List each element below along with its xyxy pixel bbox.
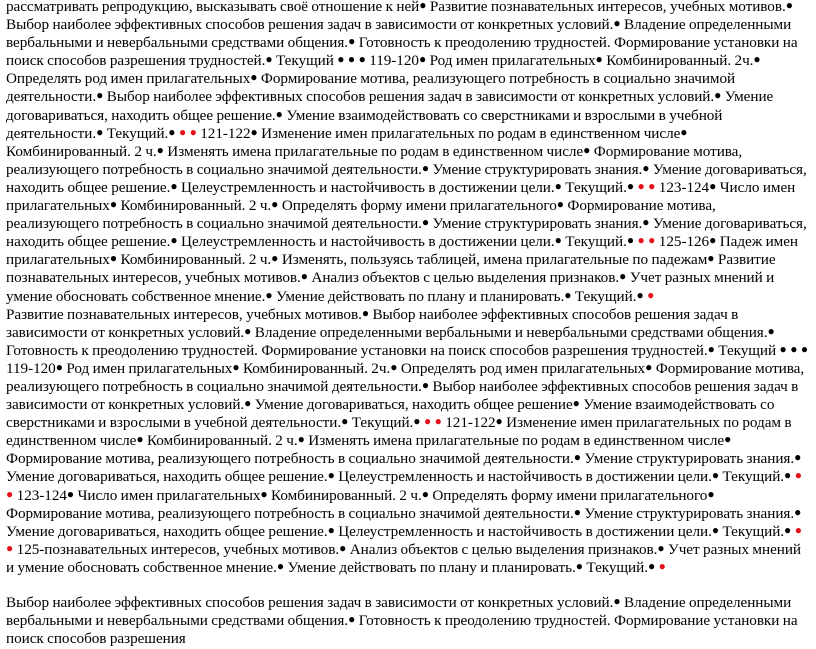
text-run: Умение договариваться, находить общее решение. xyxy=(6,215,807,251)
text-run: Целеустремленность и настойчивость в достижении цели. xyxy=(334,468,712,486)
bullet-icon: ● xyxy=(339,540,347,555)
red-bullet-icon: ● xyxy=(658,558,666,573)
text-run: Умение структурировать знания. xyxy=(580,450,795,468)
text-run: Текущий. xyxy=(103,124,169,142)
bullet-icon: ● xyxy=(327,468,335,483)
text-run: Род имен прилагательных xyxy=(426,52,596,70)
bullet-icon: ● xyxy=(421,377,430,392)
red-bullet-icon: ● xyxy=(648,178,656,193)
bullet-icon: ● xyxy=(583,142,591,157)
bullet-icon: ● xyxy=(753,52,761,67)
text-run: Целеустремленность и настойчивость в достижении цели. xyxy=(177,233,555,251)
text-run: Формирование мотива, реализующего потребность в социально значимой деятельности. xyxy=(6,450,574,468)
bullet-icon: ● xyxy=(358,52,366,67)
text-run: Текущий. xyxy=(571,287,637,305)
bullet-icon: ● xyxy=(794,504,802,519)
bullet-icon: ● xyxy=(337,52,345,67)
red-bullet-icon: ● xyxy=(423,414,432,429)
text-run: Целеустремленность и настойчивость в достижении цели. xyxy=(334,522,712,540)
bullet-icon: ● xyxy=(55,359,63,374)
text-run: Учет разных мнений и умение обосновать собственное мнение. xyxy=(6,540,801,576)
text-run: 123-124 xyxy=(13,486,67,504)
text-run: Текущий. xyxy=(719,468,785,486)
red-bullet-icon: ● xyxy=(794,468,802,483)
text-run: 125-126 xyxy=(655,233,710,251)
paragraph-spacer xyxy=(6,577,810,594)
bullet-icon: ● xyxy=(613,16,621,31)
text-run: 125- xyxy=(13,540,45,558)
bullet-icon: ● xyxy=(642,160,650,175)
red-bullet-icon: ● xyxy=(178,124,187,139)
bullet-icon: ● xyxy=(109,251,118,266)
bullet-icon: ● xyxy=(709,233,717,248)
bullet-icon: ● xyxy=(170,178,178,193)
bullet-icon: ● xyxy=(784,468,792,483)
bullet-icon: ● xyxy=(619,269,627,284)
text-run: Выбор наиболее эффективных способов решения задач в зависимости от конкретных условий. xyxy=(6,594,614,611)
bullet-icon: ● xyxy=(96,88,104,103)
text-run: Владение определенными вербальными и невербальными средствами общения. xyxy=(251,323,768,341)
bullet-icon: ● xyxy=(361,305,370,320)
text-run: Комбинированный. 2 ч. xyxy=(117,197,272,215)
bullet-icon: ● xyxy=(575,558,583,573)
bullet-icon: ● xyxy=(794,450,802,465)
bullet-icon: ● xyxy=(265,52,273,67)
text-run: Формирование мотива, реализующего потребность в социально значимой деятельности. xyxy=(6,359,805,395)
bullet-icon: ● xyxy=(784,522,792,537)
bullet-icon: ● xyxy=(297,432,305,447)
bullet-icon: ● xyxy=(275,106,283,121)
bullet-icon: ● xyxy=(271,251,279,266)
bullet-icon: ● xyxy=(707,341,715,356)
text-run: Комбинированный. 2 ч. xyxy=(267,486,422,504)
red-bullet-icon: ● xyxy=(794,522,802,537)
bullet-icon: ● xyxy=(136,432,144,447)
text-run xyxy=(634,179,637,196)
bullet-icon: ● xyxy=(419,0,427,12)
bullet-icon: ● xyxy=(495,414,503,429)
text-run: Комбинированный. 2 ч. xyxy=(6,142,157,160)
text-run: Число имен прилагательных xyxy=(74,486,261,504)
text-run: Развитие познавательных интересов, учебных мотивов. xyxy=(426,0,786,15)
text-run: Выбор наиболее эффективных способов решения задач в зависимости от конкретных условий. xyxy=(6,16,614,34)
red-bullet-icon: ● xyxy=(6,540,14,555)
bullet-icon: ● xyxy=(418,52,427,67)
red-bullet-icon: ● xyxy=(648,233,656,248)
bullet-icon: ● xyxy=(790,341,798,356)
bullet-icon: ● xyxy=(680,124,688,139)
text-run: Текущий. xyxy=(582,558,648,576)
bullet-icon: ● xyxy=(556,197,564,212)
red-bullet-icon: ● xyxy=(6,486,14,501)
text-run: Умение взаимодействовать со сверстниками и взрослыми в учебной деятельности. xyxy=(6,396,775,432)
bullet-icon: ● xyxy=(572,396,580,411)
bullet-icon: ● xyxy=(709,178,717,193)
text-run: Определять форму имени прилагательного xyxy=(278,197,557,215)
text-run: Умение договариваться, находить общее решение. xyxy=(6,160,807,196)
text-run: познавательных интересов, учебных мотивов. xyxy=(44,540,340,558)
text-run: Изменение имен прилагательных по родам в единственном числе xyxy=(6,414,792,450)
red-bullet-icon: ● xyxy=(189,124,197,139)
text-run: Владение определенными вербальными и невербальными средствами общения. xyxy=(6,16,792,52)
text-run: Комбинированный. 2 ч. xyxy=(117,251,272,269)
bullet-icon: ● xyxy=(390,359,398,374)
text-run: 119-120 xyxy=(6,359,56,377)
bullet-icon: ● xyxy=(421,160,430,175)
text-run: Изменять имена прилагательные по родам в единственном числе xyxy=(304,432,725,450)
text-run: Умение действовать по плану и планировать. xyxy=(272,287,565,305)
bullet-icon: ● xyxy=(421,215,430,230)
text-run: Умение договариваться, находить общее решение. xyxy=(6,88,774,124)
bullet-icon: ● xyxy=(711,468,720,483)
text-run: Готовность к преодолению трудностей. Формирование установки на поиск способов разрешения трудностей. xyxy=(6,34,798,70)
text-run: Род имен прилагательных xyxy=(62,359,233,377)
bullet-icon: ● xyxy=(647,558,656,573)
text-run: Выбор наиболее эффективных способов решения задач в зависимости от конкретных условий. xyxy=(6,377,799,414)
bullet-icon: ● xyxy=(244,323,252,338)
bullet-icon: ● xyxy=(170,233,178,248)
paragraph-1 xyxy=(6,0,810,306)
text-run: Комбинированный. 2ч. xyxy=(239,359,391,377)
bullet-icon: ● xyxy=(347,52,356,67)
bullet-icon: ● xyxy=(554,233,562,248)
bullet-icon: ● xyxy=(642,215,650,230)
bullet-icon: ● xyxy=(564,287,572,302)
text-run: Анализ объектов с целью выделения признаков. xyxy=(307,269,620,287)
bullet-icon: ● xyxy=(109,197,118,212)
bullet-icon: ● xyxy=(156,142,164,157)
text-run: Умение договариваться, находить общее решение xyxy=(251,396,573,414)
bullet-icon: ● xyxy=(779,341,787,356)
text-run: Комбинированный. 2ч. xyxy=(602,52,754,70)
text-run: Текущий. xyxy=(719,522,785,540)
text-run: Определять род имен прилагательных xyxy=(397,359,646,377)
text-run: Падеж имен прилагательных xyxy=(6,233,799,269)
text-run: рассматривать репродукцию, высказывать своё отношение к ней xyxy=(6,0,420,15)
text-run: Умение действовать по плану и планировать. xyxy=(284,558,576,576)
bullet-icon: ● xyxy=(636,287,644,302)
text-run: Развитие познавательных интересов, учебных мотивов. xyxy=(6,305,362,323)
bullet-icon: ● xyxy=(327,522,335,537)
text-run: Формирование мотива, реализующего потребность в социально значимой деятельности. xyxy=(6,70,736,106)
text-run: Формирование мотива, реализующего потребность в социально значимой деятельности. xyxy=(6,142,743,178)
text-run: Текущий xyxy=(714,341,780,359)
red-bullet-icon: ● xyxy=(434,414,442,429)
text-run: Число имен прилагательных xyxy=(6,178,796,215)
bullet-icon: ● xyxy=(657,540,665,555)
text-run: Формирование мотива, реализующего потребность в социально значимой деятельности. xyxy=(6,504,574,522)
bullet-icon: ● xyxy=(767,323,775,338)
text-run: Формирование мотива, реализующего потребность в социально значимой деятельности. xyxy=(6,197,716,233)
red-bullet-icon: ● xyxy=(647,287,655,302)
bullet-icon: ● xyxy=(348,612,356,627)
bullet-icon: ● xyxy=(554,178,562,193)
text-run: Готовность к преодолению трудностей. Формирование установки на поиск способов разрешения xyxy=(6,612,798,648)
bullet-icon: ● xyxy=(595,52,603,67)
text-run: Готовность к преодолению трудностей. Формирование установки на поиск способов разрешения трудностей. xyxy=(6,341,708,359)
bullet-icon: ● xyxy=(276,558,285,573)
text-run: Учет разных мнений и умение обосновать собственное мнение. xyxy=(6,269,775,305)
text-run: 121-122 xyxy=(196,124,251,142)
bullet-icon: ● xyxy=(348,34,356,49)
text-run: Умение договариваться, находить общее решение. xyxy=(6,522,328,540)
bullet-icon: ● xyxy=(714,88,722,103)
text-run: Умение структурировать знания. xyxy=(580,504,795,522)
bullet-icon: ● xyxy=(573,504,581,519)
bullet-icon: ● xyxy=(626,233,635,248)
text-run xyxy=(634,233,637,250)
text-run: Владение определенными вербальными и невербальными средствами общения. xyxy=(6,594,792,630)
red-bullet-icon: ● xyxy=(637,178,645,193)
text-run: Умение договариваться, находить общее решение. xyxy=(6,468,328,486)
bullet-icon: ● xyxy=(250,124,258,139)
bullet-icon: ● xyxy=(800,341,809,356)
bullet-icon: ● xyxy=(244,396,252,411)
bullet-icon: ● xyxy=(626,178,635,193)
bullet-icon: ● xyxy=(232,359,240,374)
bullet-icon: ● xyxy=(250,70,258,85)
text-run: Целеустремленность и настойчивость в достижении цели. xyxy=(177,178,555,196)
red-bullet-icon: ● xyxy=(637,233,645,248)
text-run: Изменять имена прилагательные по родам в единственном числе xyxy=(163,142,584,160)
text-run: Умение взаимодействовать со сверстниками и взрослыми в учебной деятельности. xyxy=(6,106,723,142)
text-run: Умение структурировать знания. xyxy=(429,160,643,178)
bullet-icon: ● xyxy=(573,450,581,465)
text-run: Комбинированный. 2 ч. xyxy=(143,432,298,450)
bullet-icon: ● xyxy=(711,522,720,537)
text-run: Текущий. xyxy=(348,414,414,432)
text-run: Изменение имен прилагательных по родам в единственном числе xyxy=(257,124,681,142)
text-run: Выбор наиболее эффективных способов решения задач в зависимости от конкретных условий. xyxy=(6,305,739,341)
paragraph-3 xyxy=(6,594,810,647)
text-run: 119-120 xyxy=(365,52,419,70)
text-run: Умение структурировать знания. xyxy=(429,215,643,233)
text-run: Текущий. xyxy=(561,233,627,251)
bullet-icon: ● xyxy=(271,197,279,212)
text-run: Выбор наиболее эффективных способов решения задач в зависимости от конкретных условий. xyxy=(103,88,715,106)
bullet-icon: ● xyxy=(707,251,715,266)
bullet-icon: ● xyxy=(66,486,75,501)
bullet-icon: ● xyxy=(300,269,308,284)
bullet-icon: ● xyxy=(421,486,429,501)
bullet-icon: ● xyxy=(168,124,176,139)
text-run: Определять род имен прилагательных xyxy=(6,70,251,88)
bullet-icon: ● xyxy=(707,486,715,501)
bullet-icon: ● xyxy=(413,414,421,429)
text-run: Развитие познавательных интересов, учебных мотивов. xyxy=(6,251,776,287)
paragraph-2 xyxy=(6,306,810,577)
bullet-icon: ● xyxy=(645,359,653,374)
text-run: Определять форму имени прилагательного xyxy=(428,486,708,504)
text-run: Текущий xyxy=(272,52,338,70)
text-run: Изменять, пользуясь таблицей, имена прилагательные по падежам xyxy=(278,251,708,269)
bullet-icon: ● xyxy=(724,432,732,447)
bullet-icon: ● xyxy=(260,486,268,501)
bullet-icon: ● xyxy=(96,124,104,139)
bullet-icon: ● xyxy=(265,287,273,302)
text-run: Анализ объектов с целью выделения признаков. xyxy=(346,540,658,558)
bullet-icon: ● xyxy=(785,0,793,12)
text-run: 121-122 xyxy=(441,414,496,432)
text-run: Текущий. xyxy=(561,178,627,196)
bullet-icon: ● xyxy=(341,414,349,429)
text-run: 123-124 xyxy=(655,178,710,196)
bullet-icon: ● xyxy=(613,594,621,608)
